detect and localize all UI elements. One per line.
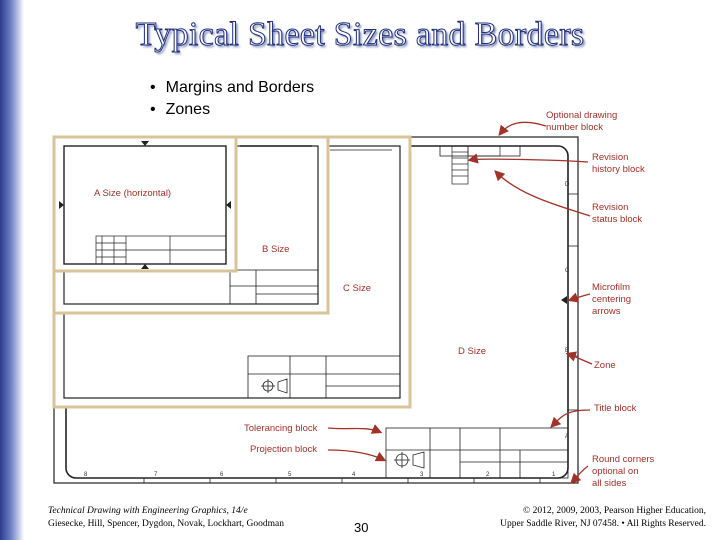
zone-letter-right: B	[565, 348, 570, 354]
footer-copyright	[500, 505, 706, 531]
page-number: 30	[354, 520, 369, 535]
footer-book-title: Technical Drawing with Engineering Graphics, 14/e	[48, 506, 248, 516]
callout-microfilm: Microfilm centering arrows	[592, 282, 632, 317]
a-size-label: A Size (horizontal)	[94, 188, 172, 199]
zone-number-bottom: 2	[486, 472, 490, 478]
callout-revision-status: Revision status block	[592, 202, 643, 225]
zone-number-bottom: 8	[84, 472, 88, 478]
callout-revision-history: Revision history block	[592, 152, 645, 175]
a-size-sheet	[54, 137, 236, 271]
copyright-line: © 2012, 2009, 2003, Pearson Higher Education,	[523, 506, 706, 516]
bullet-item: • Margins and Borders	[150, 77, 314, 99]
slide-title: Typical Sheet Sizes and Borders	[135, 16, 585, 53]
d-size-label: D Size	[458, 346, 486, 357]
callout-round-corners: Round corners optional on all sides	[592, 454, 655, 489]
zone-number-bottom: 1	[552, 472, 556, 478]
b-size-label: B Size	[262, 244, 290, 255]
bullet-item: • Zones	[150, 99, 314, 121]
zone-letter-right: C	[565, 268, 570, 274]
zone-number-bottom: 3	[420, 472, 424, 478]
zone-number-bottom: 4	[352, 472, 356, 478]
c-size-label: C Size	[343, 283, 371, 294]
footer-authors: Giesecke, Hill, Spencer, Dygdon, Novak, Lockhart, Goodman	[48, 519, 285, 529]
footer-book-credit	[48, 505, 284, 531]
callout-title-block: Title block	[594, 403, 637, 414]
zone-number-bottom: 6	[220, 472, 224, 478]
copyright-line: Upper Saddle River, NJ 07458. • All Rights Reserved.	[500, 519, 706, 529]
zone-letter-right: A	[565, 434, 570, 440]
zone-letter-right: D	[565, 182, 570, 188]
callout-optional-number-block: Optional drawing number block	[546, 110, 618, 133]
callout-tolerancing: Tolerancing block	[244, 423, 318, 434]
callout-projection: Projection block	[250, 444, 318, 455]
callout-zone: Zone	[594, 360, 616, 371]
zone-number-bottom: 7	[154, 472, 158, 478]
zone-number-bottom: 5	[288, 472, 292, 478]
